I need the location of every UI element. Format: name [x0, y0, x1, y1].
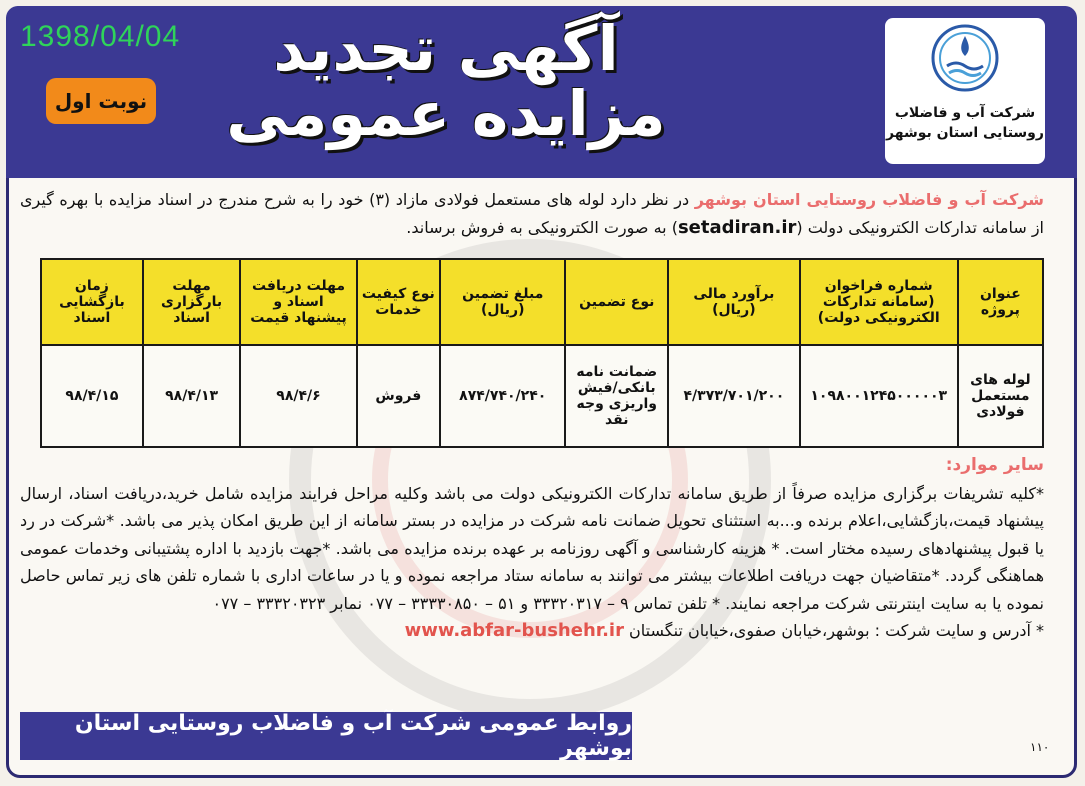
- intro-text-2: ) به صورت الکترونیکی به فروش برساند.: [406, 218, 678, 237]
- company-logo-box: [885, 18, 1045, 164]
- header-receive-deadline: مهلت دریافت اسناد و پیشنهاد قیمت: [240, 259, 356, 345]
- header-service-type: نوع کیفیت خدمات: [357, 259, 440, 345]
- water-company-logo-icon: [931, 24, 999, 92]
- header-financial-estimate: برآورد مالی (ریال): [668, 259, 800, 345]
- cell-service-type: فروش: [357, 345, 440, 447]
- cell-call-number: ۱۰۹۸۰۰۱۲۴۵۰۰۰۰۰۳: [800, 345, 958, 447]
- header-guarantee-type: نوع تضمین: [565, 259, 668, 345]
- auction-table: [40, 258, 1044, 448]
- header-project-title: عنوان پروژه: [958, 259, 1043, 345]
- page-number: ۱۱۰: [1030, 740, 1050, 754]
- header-banner: [6, 6, 1077, 178]
- header-call-number: شماره فراخوان (سامانه تدارکات الکترونیکی دولت): [800, 259, 958, 345]
- cell-project-title: لوله های مستعمل فولادی: [958, 345, 1043, 447]
- other-notes: [20, 452, 1044, 645]
- other-notes-heading: سایر موارد:: [945, 455, 1044, 475]
- company-name-line-1: شرکت آب و فاضلاب: [894, 105, 1036, 121]
- header-guarantee-amount: مبلغ تضمین (ریال): [440, 259, 565, 345]
- address-line: [20, 617, 1044, 645]
- first-round-badge: نوبت اول: [46, 78, 156, 124]
- setadiran-link[interactable]: setadiran.ir: [677, 217, 797, 238]
- address-text: * آدرس و سایت شرکت : بوشهر،خیابان صفوی،خیابان تنگستان: [623, 621, 1044, 640]
- company-name-line-2: روستایی استان بوشهر: [886, 124, 1044, 141]
- table-row: [41, 345, 1043, 447]
- cell-guarantee-amount: ۸۷۴/۷۴۰/۲۴۰: [440, 345, 565, 447]
- other-notes-body: *کلیه تشریفات برگزاری مزایده صرفاً از طریق سامانه تدارکات الکترونیکی دولت می باشد وکلیه مراحل فرایند مزایده شامل خرید،دریافت اسناد، ارسال پیشنهاد قیمت،بازگشایی،اعلام برنده و...به استثنای تحویل ضمانت نامه شرکت در مزایده در بستر سامانه از این طریق امکان پذیر می باشد. *شرکت در رد یا قبول پیشنهادهای رسیده مختار است. * هزینه کارشناسی و آگهی روزنامه بر عهده برنده مزایده می باشد. *جهت بازدید با اداره پشتیبانی وخدمات عمومی هماهنگی گردد. *متقاضیان جهت دریافت اطلاعات بیشتر می توانند به سامانه ستاد مراجعه نموده و یا در ساعات اداری با شماره تلفن های زیر تماس حاصل نموده یا به سایت اینترنتی شرکت مراجعه نمایند. * تلفن تماس ۹ – ۳۳۳۲۰۳۱۷ و ۵۱ – ۳۳۳۳۰۸۵۰ – ۰۷۷ نمابر ۳۳۳۲۰۳۲۳ – ۰۷۷: [20, 483, 1044, 613]
- cell-opening-time: ۹۸/۴/۱۵: [41, 345, 143, 447]
- company-website-link[interactable]: www.abfar-bushehr.ir: [404, 620, 624, 641]
- table-header-row: [41, 259, 1043, 345]
- title-line-1: آگهی تجدید: [273, 12, 619, 85]
- intro-organization: شرکت آب و فاضلاب روستایی استان بوشهر: [694, 190, 1045, 209]
- intro-text-1: در نظر دارد لوله های مستعمل فولادی مازاد (۳) خود را به شرح مندرج در اسناد مزایده با بهره گیری از سامانه تدارکات الکترونیکی دولت (: [20, 190, 1044, 237]
- header-opening-time: زمان بازگشایی اسناد: [41, 259, 143, 345]
- page-title: [196, 12, 696, 151]
- date-stamp: 1398/04/04: [20, 20, 181, 53]
- cell-guarantee-type: ضمانت نامه بانکی/فیش واریزی وجه نقد: [565, 345, 668, 447]
- public-relations-footer: روابط عمومی شرکت آب و فاضلاب روستایی استان بوشهر: [20, 712, 632, 760]
- company-name: [885, 104, 1045, 143]
- header-upload-deadline: مهلت بارگزاری اسناد: [143, 259, 241, 345]
- intro-paragraph: [20, 186, 1044, 242]
- cell-receive-deadline: ۹۸/۴/۶: [240, 345, 356, 447]
- cell-financial-estimate: ۴/۳۷۳/۷۰۱/۲۰۰: [668, 345, 800, 447]
- title-line-2: مزایده عمومی: [226, 77, 666, 151]
- cell-upload-deadline: ۹۸/۴/۱۳: [143, 345, 241, 447]
